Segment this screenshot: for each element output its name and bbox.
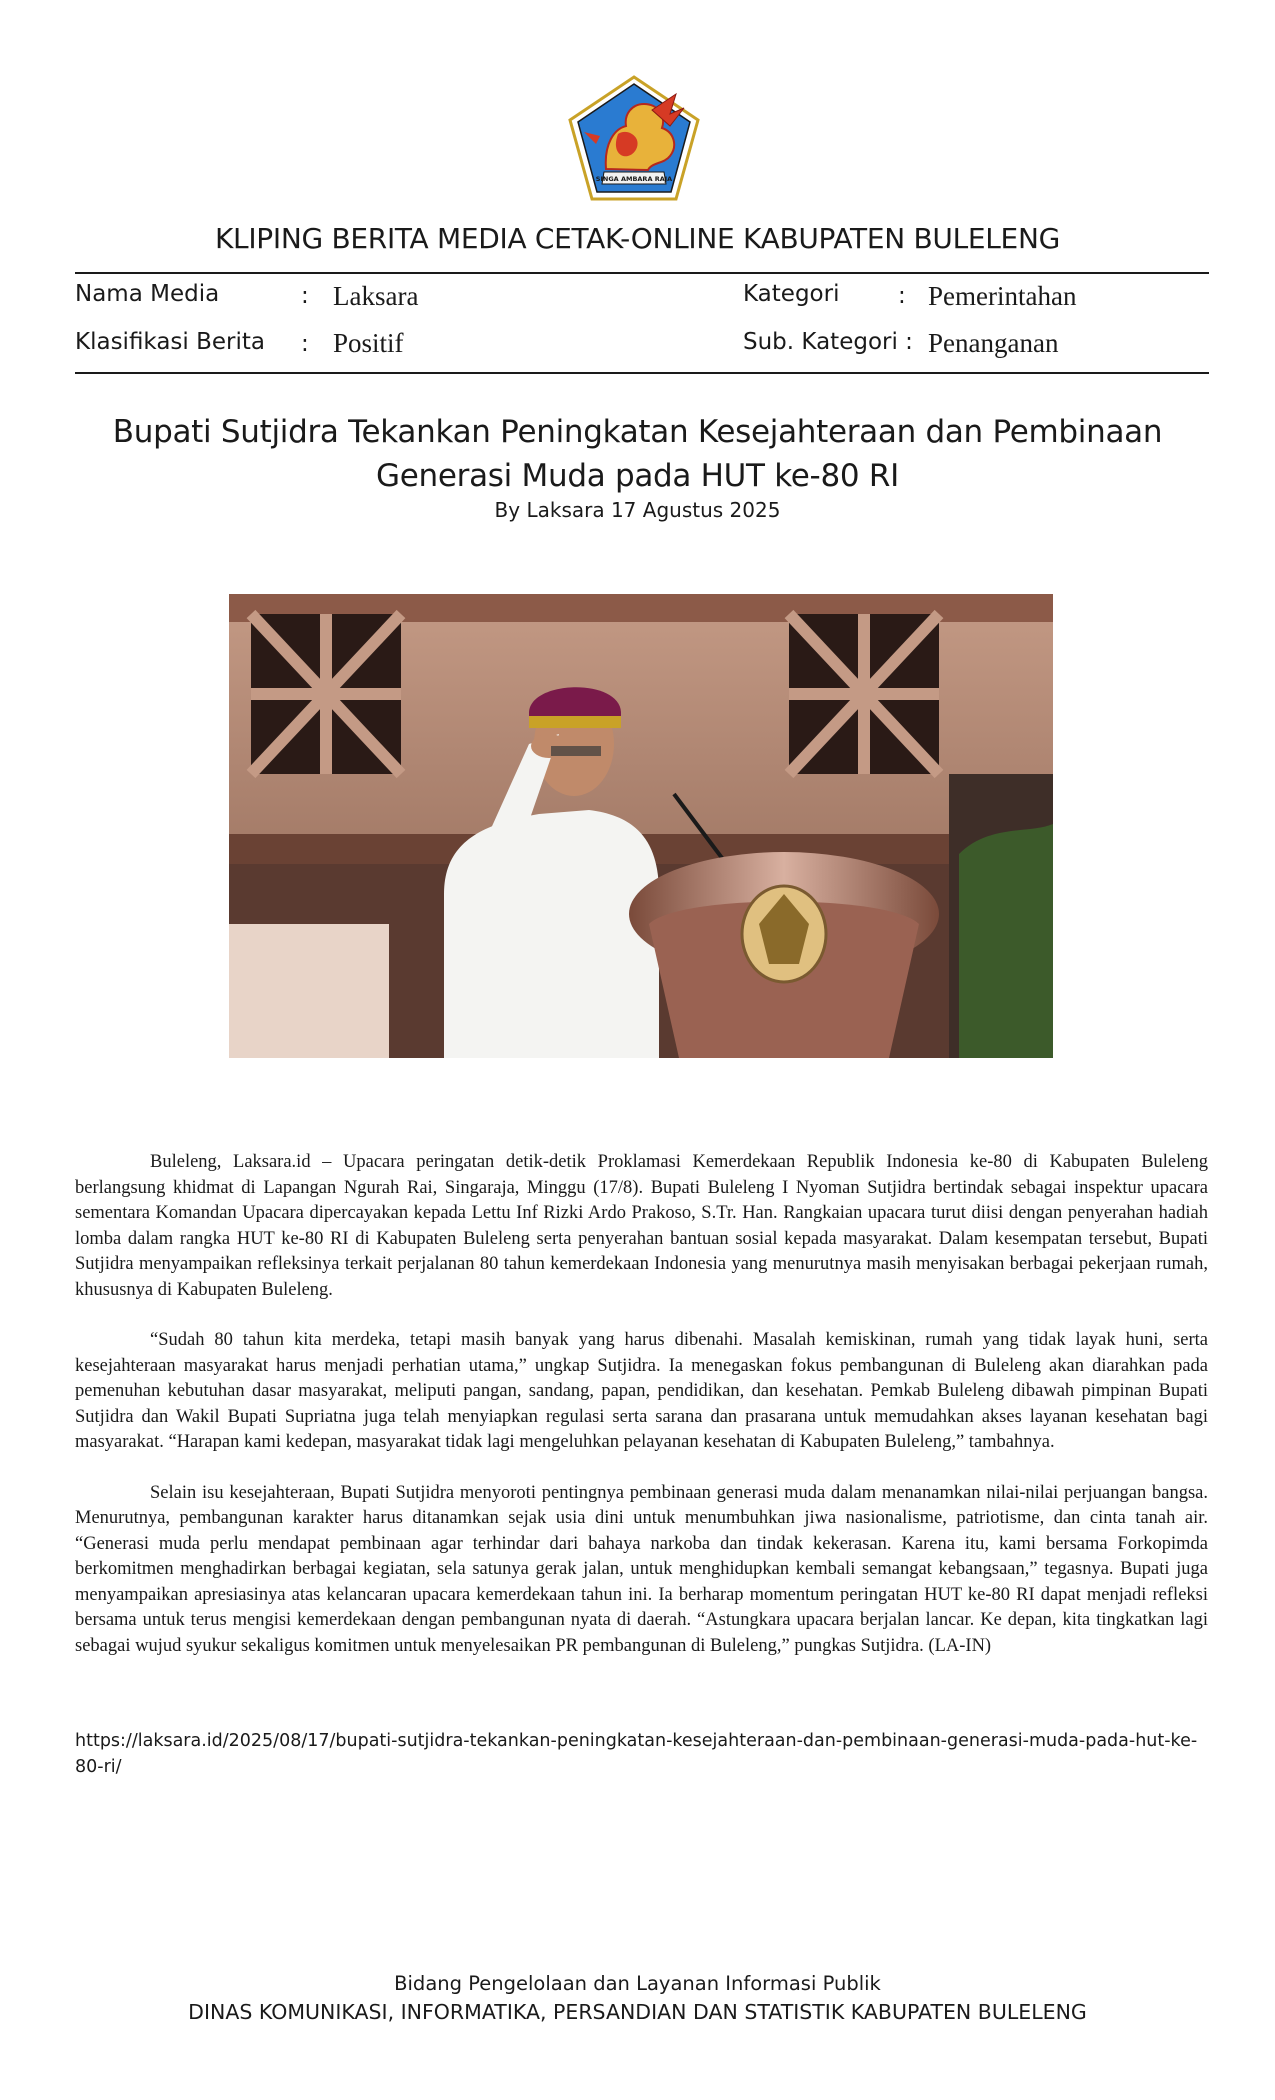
footer-agency: DINAS KOMUNIKASI, INFORMATIKA, PERSANDIAN DAN STATISTIK KABUPATEN BULELENG bbox=[188, 2000, 1087, 2024]
article-paragraph-3: Selain isu kesejahteraan, Bupati Sutjidra menyoroti pentingnya pembinaan generasi muda dalam menanamkan nilai-nilai perjuangan bangsa. Menurutnya, pembangunan karakter harus ditanamkan sejak usia dini untuk menumbuhkan jiwa nasionalisme, patriotisme, dan cinta tanah air. “Generasi muda perlu mendapat pembinaan agar terhindar dari bahaya narkoba dan tindak kekerasan. Karena itu, kami bersama Forkopimda berkomitmen menghadirkan berbagai kegiatan, sela satunya gerak jalan, untuk menghidupkan kembali semangat kebangsaan,” tegasnya. Bupati juga menyampaikan apresiasinya atas kelancaran upacara kemerdekaan tahun ini. Ia berharap momentum peringatan HUT ke-80 RI dapat menjadi refleksi bersama untuk terus mengisi kemerdekaan dengan pembangunan nyata di daerah. “Astungkara upacara berjalan lancar. Ke depan, kita tingkatkan lagi sebagai wujud syukur sekaligus komitmen untuk menyelesaikan PR pembangunan di Buleleng,” pungkas Sutjidra. (LA-IN) bbox=[75, 1482, 1208, 1656]
klasifikasi-colon: : bbox=[301, 331, 309, 357]
kategori-label: Kategori bbox=[743, 281, 840, 307]
kategori-colon: : bbox=[898, 283, 906, 309]
subkategori-label: Sub. Kategori : bbox=[743, 329, 913, 355]
article-paragraph-2: “Sudah 80 tahun kita merdeka, tetapi masih banyak yang harus dibenahi. Masalah kemiskinan, rumah yang tidak layak huni, serta kesejahteraan masyarakat harus menjadi perhatian utama,” ungkap Sutjidra. Ia menegaskan fokus pembangunan di Buleleng akan diarahkan pada pemenuhan kebutuhan dasar masyarakat, meliputi pangan, sandang, papan, pendidikan, dan kesehatan. Pemkab Buleleng dibawah pimpinan Bupati Sutjidra dan Wakil Bupati Supriatna juga telah menyiapkan regulasi serta sarana dan prasarana untuk memudahkan akses layanan kesehatan bagi masyarakat. “Harapan kami kedepan, masyarakat tidak lagi mengeluhkan pelayanan kesehatan di Kabupaten Buleleng,” tambahnya. bbox=[75, 1330, 1208, 1452]
page-title: KLIPING BERITA MEDIA CETAK-ONLINE KABUPATEN BULELENG bbox=[214, 222, 1060, 255]
article-paragraph-1: Buleleng, Laksara.id – Upacara peringatan detik-detik Proklamasi Kemerdekaan Republik Indonesia ke-80 di Kabupaten Buleleng berlangsung khidmat di Lapangan Ngurah Rai, Singaraja, Minggu (17/8). Bupati Buleleng I Nyoman Sutjidra bertindak sebagai inspektur upacara sementara Komandan Upacara dipercayakan kepada Lettu Inf Rizki Ardo Prakoso, S.Tr. Han. Rangkaian upacara turut diisi dengan penyerahan hadiah lomba dalam rangka HUT ke-80 RI di Kabupaten Buleleng serta penyerahan bantuan sosial kepada masyarakat. Dalam kesempatan tersebut, Bupati Sutjidra menyampaikan refleksinya terkait perjalanan 80 tahun kemerdekaan Indonesia yang menurutnya masih menyisakan berbagai pekerjaan rumah, khususnya di Kabupaten Buleleng. bbox=[75, 1152, 1208, 1300]
media-label: Nama Media bbox=[75, 281, 220, 307]
footer-division: Bidang Pengelolaan dan Layanan Informasi Publik bbox=[394, 1972, 881, 1995]
media-value: Laksara bbox=[333, 281, 419, 311]
svg-text:SINGA AMBARA RAJA: SINGA AMBARA RAJA bbox=[595, 175, 673, 183]
article-byline: By Laksara 17 Agustus 2025 bbox=[494, 498, 781, 522]
media-colon: : bbox=[301, 283, 309, 309]
kabupaten-buleleng-crest-icon bbox=[566, 74, 702, 202]
source-url-link[interactable]: https://laksara.id/2025/08/17/bupati-sutjidra-tekankan-peningkatan-kesejahteraan-dan-pembinaan-generasi-muda-pada-hut-ke-80-ri/ bbox=[75, 1731, 1198, 1777]
header-bottom-divider bbox=[75, 372, 1209, 374]
klasifikasi-value: Positif bbox=[333, 328, 404, 358]
article-body bbox=[75, 1150, 1208, 1684]
header-top-divider bbox=[75, 272, 1209, 274]
headline-line-1: Bupati Sutjidra Tekankan Peningkatan Kesejahteraan dan Pembinaan bbox=[112, 414, 1163, 450]
kategori-value: Pemerintahan bbox=[928, 281, 1077, 311]
official-saluting-at-podium-photo bbox=[229, 594, 1053, 1058]
headline-line-2: Generasi Muda pada HUT ke-80 RI bbox=[376, 458, 899, 494]
klasifikasi-label: Klasifikasi Berita bbox=[75, 329, 266, 355]
subkategori-value: Penanganan bbox=[928, 328, 1059, 358]
article-headline bbox=[80, 410, 1195, 498]
